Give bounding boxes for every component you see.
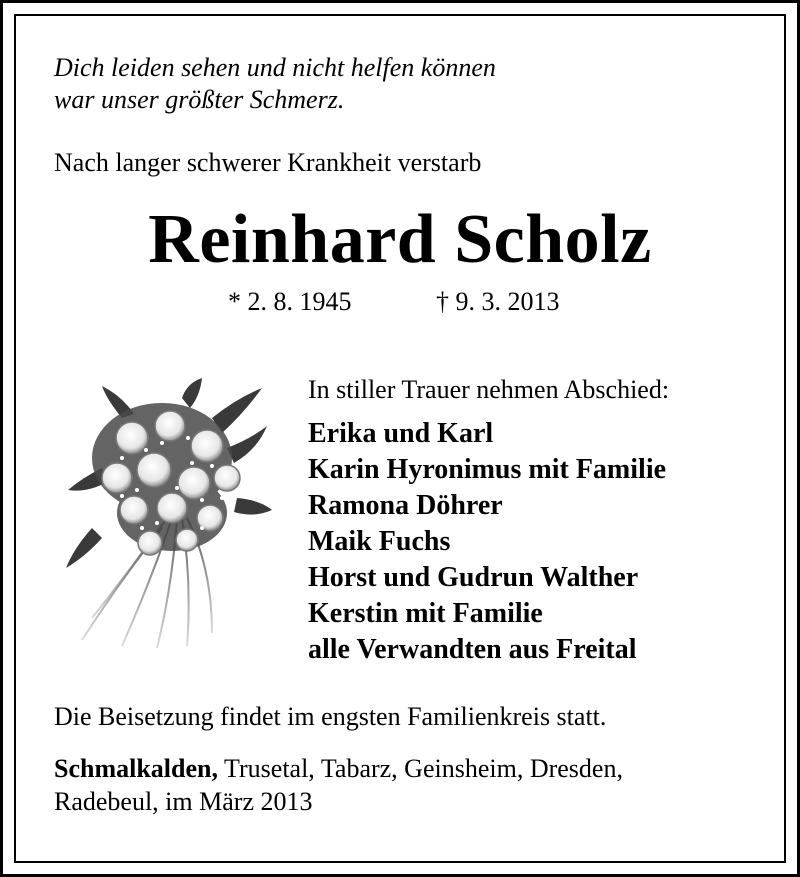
other-places: Trusetal, Tabarz, Geinsheim, Dresden,: [218, 754, 623, 783]
mourner-name: Karin Hyronimus mit Familie: [308, 454, 667, 485]
mourners-heading: In stiller Trauer nehmen Abschied:: [308, 375, 670, 404]
mourner-name: Kerstin mit Familie: [308, 598, 543, 629]
places-line-2: Radebeul, im März 2013: [54, 787, 313, 816]
funeral-note: Die Beisetzung findet im engsten Familienkreis statt.: [54, 702, 607, 731]
mourner-name: Erika und Karl: [308, 418, 494, 449]
places-line-1: [54, 752, 623, 785]
intro-text: Nach langer schwerer Krankheit verstarb: [54, 148, 482, 177]
deceased-name: Reinhard Scholz: [148, 201, 652, 278]
quote-line-1: Dich leiden sehen und nicht helfen können: [54, 53, 496, 82]
flower-bouquet-icon: [62, 378, 274, 650]
main-place: Schmalkalden,: [54, 754, 218, 783]
places-block: [54, 752, 623, 818]
mourner-name: Horst und Gudrun Walther: [308, 562, 639, 593]
mourner-name: alle Verwandten aus Freital: [308, 634, 637, 665]
death-date: † 9. 3. 2013: [436, 287, 560, 316]
mourners-list: [308, 416, 666, 668]
quote-line-2: war unser größter Schmerz.: [54, 85, 345, 114]
birth-date: * 2. 8. 1945: [228, 287, 352, 316]
mourner-name: Ramona Döhrer: [308, 490, 503, 521]
mourner-name: Maik Fuchs: [308, 526, 451, 557]
